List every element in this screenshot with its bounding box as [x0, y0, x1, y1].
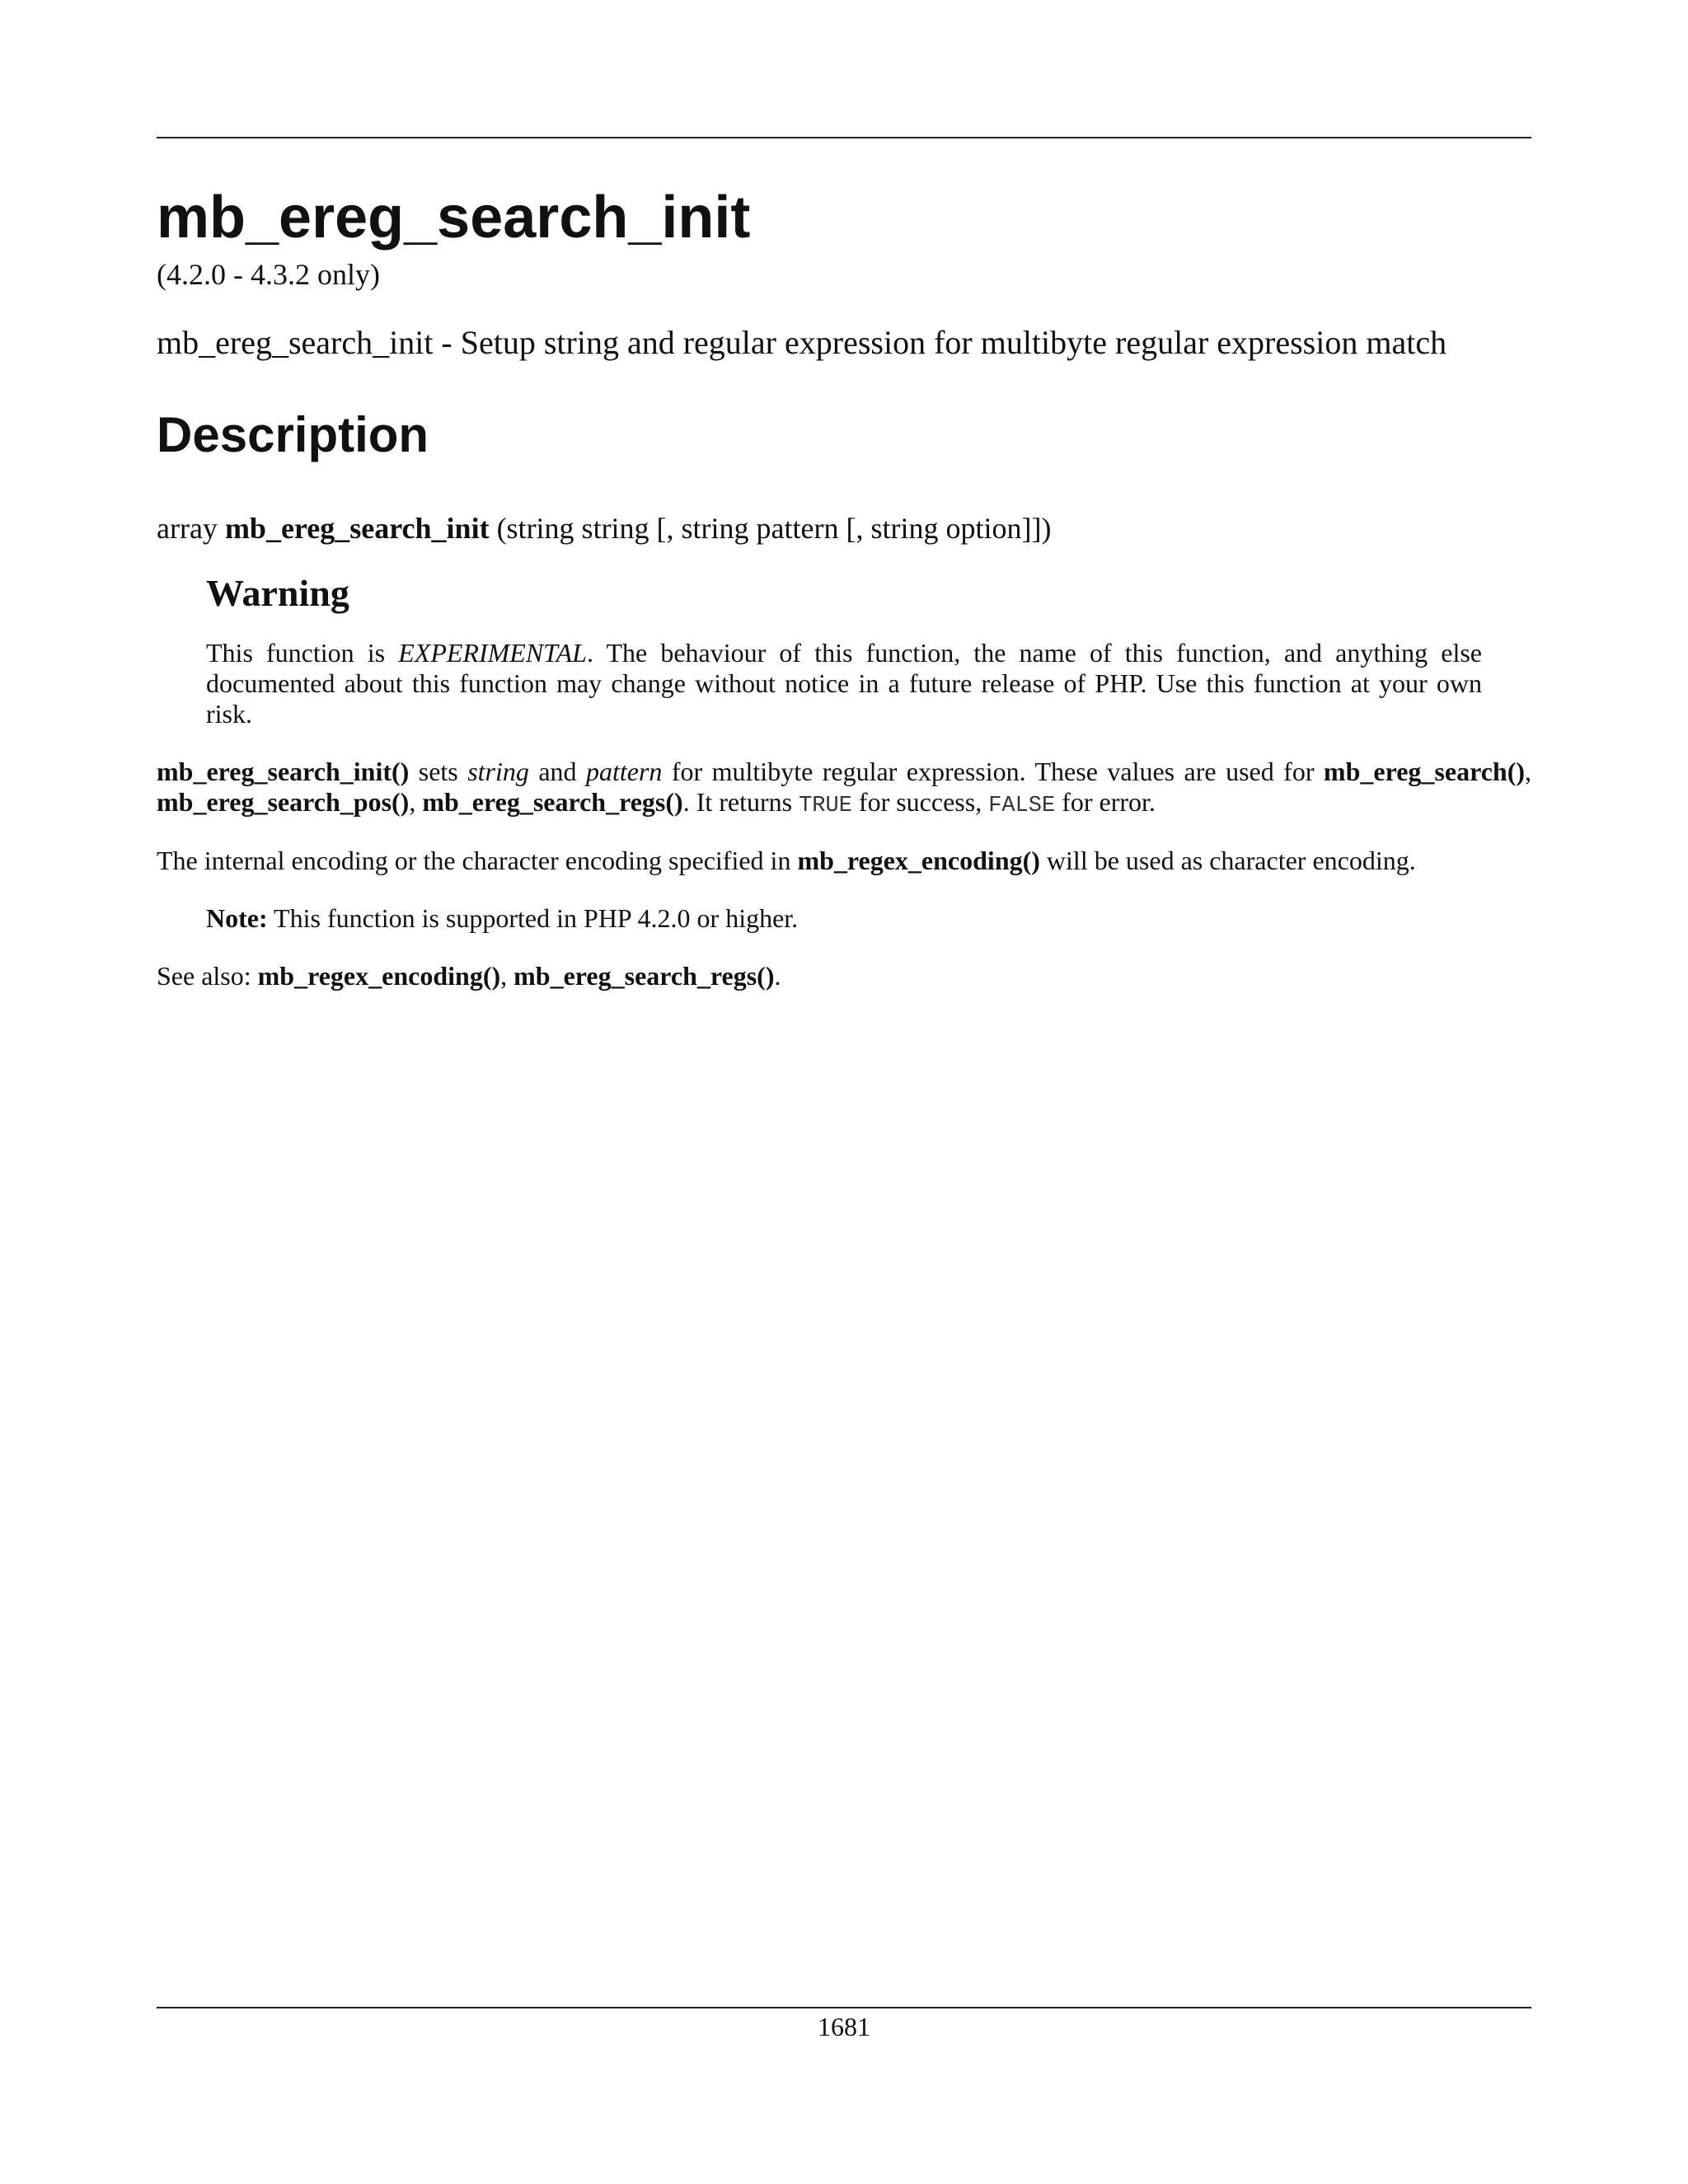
text-run: for error.: [1055, 787, 1156, 817]
text-run: for multibyte regular expression. These values are used for: [662, 757, 1324, 786]
see-also-link-search-regs[interactable]: mb_ereg_search_regs(): [513, 961, 775, 991]
function-link-search-regs[interactable]: mb_ereg_search_regs(): [422, 787, 683, 817]
period: .: [774, 961, 781, 991]
function-link-search[interactable]: mb_ereg_search(): [1323, 757, 1525, 786]
synopsis-return-type: array: [157, 512, 218, 545]
reference-name: mb_ereg_search_init - Setup string and regular expression for multibyte regular expression match: [157, 324, 1447, 361]
header-rule: [157, 137, 1531, 138]
warning-text-before: This function is: [206, 638, 399, 668]
description-heading: Description: [157, 407, 429, 462]
see-also-label: See also:: [157, 961, 258, 991]
warning-text: [206, 638, 1482, 729]
text-run: and: [528, 757, 586, 786]
param-pattern: pattern: [585, 757, 663, 786]
synopsis-function-name: mb_ereg_search_init: [224, 512, 490, 545]
function-link-regex-encoding[interactable]: mb_regex_encoding(): [797, 846, 1040, 875]
note-label: Note:: [206, 903, 268, 933]
version-info: (4.2.0 - 4.3.2 only): [157, 258, 380, 291]
see-also-link-regex-encoding[interactable]: mb_regex_encoding(): [257, 961, 501, 991]
param-string: string: [467, 757, 529, 786]
constant-true: TRUE: [799, 794, 852, 818]
function-ref: mb_ereg_search_init(): [157, 757, 410, 786]
text-run: for success,: [851, 787, 989, 817]
warning-text-after: . The behaviour of this function, the name of this function, and anything else documented about this function may change without notice in a future release of PHP. Use this function at your own risk.: [206, 638, 1483, 729]
separator: ,: [500, 961, 514, 991]
separator: ,: [409, 787, 423, 817]
synopsis-params: (string string [, string pattern [, string option]]): [496, 512, 1052, 545]
description-paragraph: [157, 757, 1531, 822]
warning-heading: Warning: [206, 572, 349, 614]
text-run: will be used as character encoding.: [1039, 846, 1416, 875]
page-number: 1681: [818, 2012, 870, 2041]
see-also: [157, 961, 1531, 991]
text-run: The internal encoding or the character encoding specified in: [157, 846, 798, 875]
function-synopsis: [157, 511, 1051, 546]
constant-false: FALSE: [988, 794, 1056, 818]
page-title: mb_ereg_search_init: [157, 185, 751, 251]
footer-rule: [157, 2007, 1531, 2008]
text-run: . It returns: [682, 787, 799, 817]
text-run: sets: [409, 757, 468, 786]
function-link-search-pos[interactable]: mb_ereg_search_pos(): [157, 787, 410, 817]
warning-emphasis: EXPERIMENTAL: [398, 638, 587, 668]
encoding-paragraph: [157, 846, 1531, 876]
separator: ,: [1525, 757, 1531, 786]
note-text: This function is supported in PHP 4.2.0 or higher.: [267, 903, 799, 933]
note: [206, 903, 1482, 934]
